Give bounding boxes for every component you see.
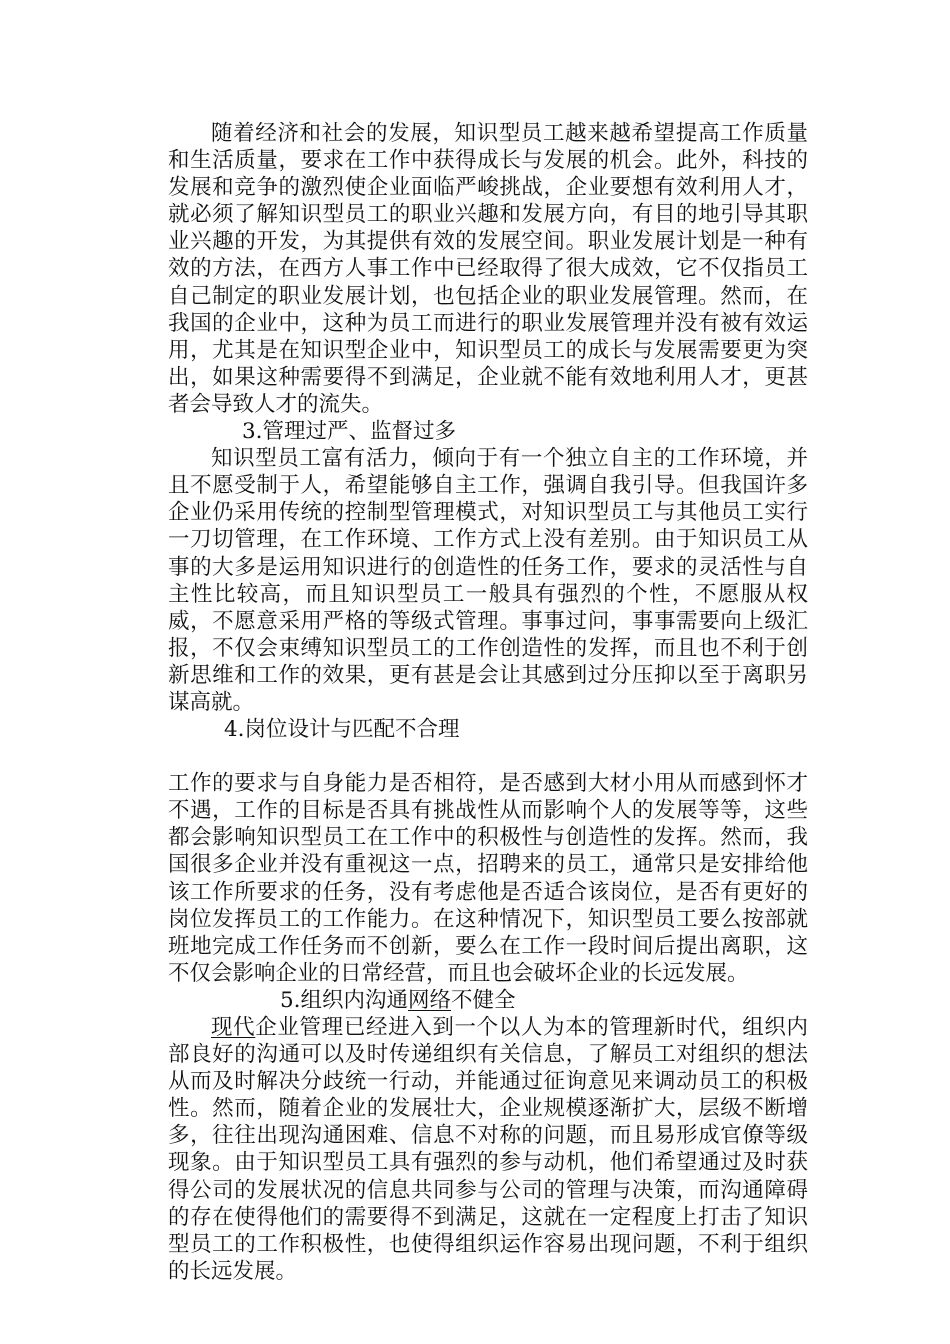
network-link[interactable]: 网络 bbox=[408, 987, 452, 1013]
heading-text-start: 5.组织内沟通 bbox=[280, 987, 409, 1013]
heading-strict-management: 3.管理过严、监督过多 bbox=[242, 419, 457, 445]
heading-text-end: 不健全 bbox=[451, 987, 516, 1013]
paragraph-communication-text: 企业管理已经进入到一个以人为本的管理新时代，组织内部良好的沟通可以及时传递组织有关信息，了解员工对组织的想法从而及时解决分歧统一行动，并能通过征询意见来调动员工的积极性。然而，随着企业的发展壮大，企业规模逐渐扩大，层级不断增多，往往出现沟通困难、信息不对称的问题，而且易形成官僚等级现象。由于知识型员工具有强烈的参与动机，他们希望通过及时获得公司的发展状况的信息共同参与公司的管理与决策，而沟通障碍的存在使得他们的需要得不到满足，这就在一定程度上打击了知识型员工的工作积极性，也使得组织运作容易出现问题，不利于组织的长远发展。 bbox=[168, 1015, 808, 1284]
heading-job-design: 4.岗位设计与匹配不合理 bbox=[224, 717, 460, 743]
blank-line bbox=[168, 743, 808, 770]
paragraph-communication bbox=[168, 1014, 808, 1285]
heading-communication-network bbox=[168, 987, 808, 1014]
document-page bbox=[168, 120, 808, 1285]
paragraph-strict-management: 知识型员工富有活力，倾向于有一个独立自主的工作环境，并且不愿受制于人，希望能够自主工作，强调自我引导。但我国许多企业仍采用传统的控制型管理模式，对知识型员工与其他员工实行一刀切管理，在工作环境、工作方式上没有差别。由于知识员工从事的大多是运用知识进行的创造性的任务工作，要求的灵活性与自主性比较高，而且知识型员工一般具有强烈的个性，不愿服从权威，不愿意采用严格的等级式管理。事事过问，事事需要向上级汇报，不仅会束缚知识型员工的工作创造性的发挥，而且也不利于创新思维和工作的效果，更有甚是会让其感到过分压抑以至于离职另谋高就。 bbox=[168, 446, 808, 715]
paragraph-career-development: 随着经济和社会的发展，知识型员工越来越希望提高工作质量和生活质量，要求在工作中获得成长与发展的机会。此外，科技的发展和竞争的激烈使企业面临严峻挑战，企业要想有效利用人才，就必须了解知识型员工的职业兴趣和发展方向，有目的地引导其职业兴趣的开发，为其提供有效的发展空间。职业发展计划是一种有效的方法，在西方人事工作中已经取得了很大成效，它不仅指员工自己制定的职业发展计划，也包括企业的职业发展管理。然而，在我国的企业中，这种为员工而进行的职业发展管理并没有被有效运用，尤其是在知识型企业中，知识型员工的成长与发展需要更为突出，如果这种需要得不到满足，企业就不能有效地利用人才，更甚者会导致人才的流失。 bbox=[168, 121, 808, 417]
paragraph-job-design: 工作的要求与自身能力是否相符，是否感到大材小用从而感到怀才不遇，工作的目标是否具有挑战性从而影响个人的发展等等，这些都会影响知识型员工在工作中的积极性与创造性的发挥。然而，我国很多企业并没有重视这一点，招聘来的员工，通常只是安排给他该工作所要求的任务，没有考虑他是否适合该岗位，是否有更好的岗位发挥员工的工作能力。在这种情况下，知识型员工要么按部就班地完成工作任务而不创新，要么在工作一段时间后提出离职，这不仅会影响企业的日常经营，而且也会破坏企业的长远发展。 bbox=[168, 771, 808, 986]
modern-link[interactable]: 现代 bbox=[211, 1015, 256, 1040]
